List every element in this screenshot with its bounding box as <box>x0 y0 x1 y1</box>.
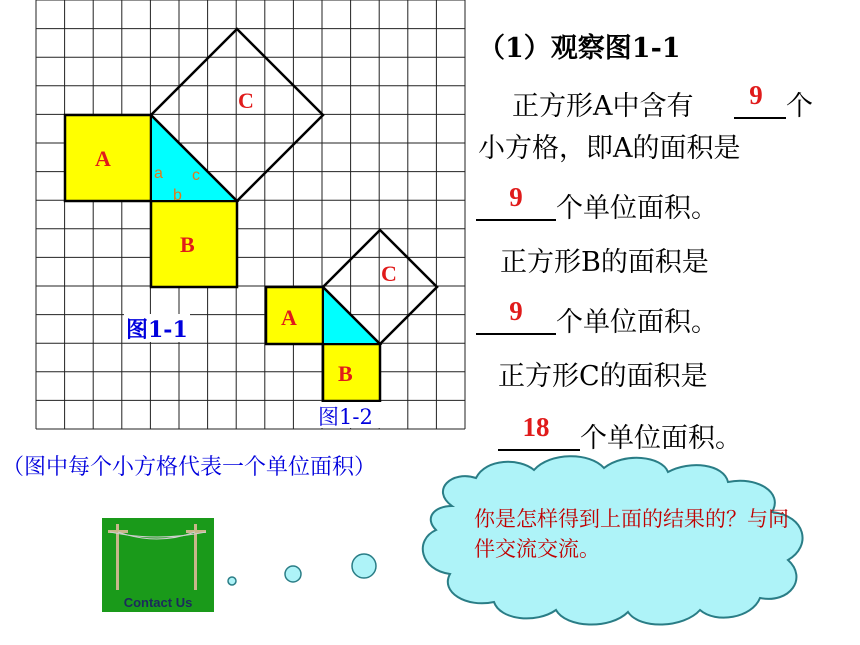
line-square-a-count <box>512 84 694 123</box>
line1-end: 个 <box>786 91 813 122</box>
small-label-a: A <box>281 305 297 330</box>
caption-fig-1-2: 图1-2 <box>318 405 373 429</box>
side-label-c: c <box>192 167 200 184</box>
heading: （1）观察图1-1 <box>478 33 681 64</box>
small-label-c: C <box>381 261 397 286</box>
small-label-b: B <box>338 361 353 386</box>
answer-c-area: 18 <box>522 412 550 442</box>
large-label-b: B <box>180 232 195 257</box>
answer-a-count: 9 <box>749 80 763 110</box>
answer-a-area: 9 <box>509 182 523 212</box>
thought-bubble-medium <box>285 566 301 582</box>
line6-text: 正方形C的面积是 <box>498 361 708 392</box>
blank-a-count <box>734 117 786 119</box>
answer-b-area: 9 <box>509 296 523 326</box>
blank-a-area <box>476 219 556 221</box>
caption-fig-1-1: 图1-1 <box>126 317 188 343</box>
grid-lines <box>36 0 465 429</box>
thought-bubble-small <box>228 577 236 585</box>
unit-note: （图中每个小方格代表一个单位面积） <box>2 455 377 480</box>
blank-b-area <box>476 333 556 335</box>
large-label-c: C <box>238 88 254 113</box>
line4-text: 正方形B的面积是 <box>500 247 709 278</box>
large-label-a: A <box>95 146 111 171</box>
line1-text: 正方形A中含有 <box>512 91 694 122</box>
contact-us-button[interactable] <box>102 518 214 612</box>
blank-c-area <box>498 449 580 451</box>
side-label-b: b <box>173 187 182 204</box>
contact-us-label: Contact Us <box>123 595 193 610</box>
side-label-a: a <box>154 165 163 182</box>
line5-end: 个单位面积。 <box>556 307 718 338</box>
line3-end: 个单位面积。 <box>556 193 718 224</box>
line2-text: 小方格，即A的面积是 <box>478 133 741 164</box>
cloud-text: 你是怎样得到上面的结果的？与同伴交流交流。 <box>474 507 789 561</box>
thought-bubble-large <box>352 554 376 578</box>
line7-end: 个单位面积。 <box>580 423 742 454</box>
